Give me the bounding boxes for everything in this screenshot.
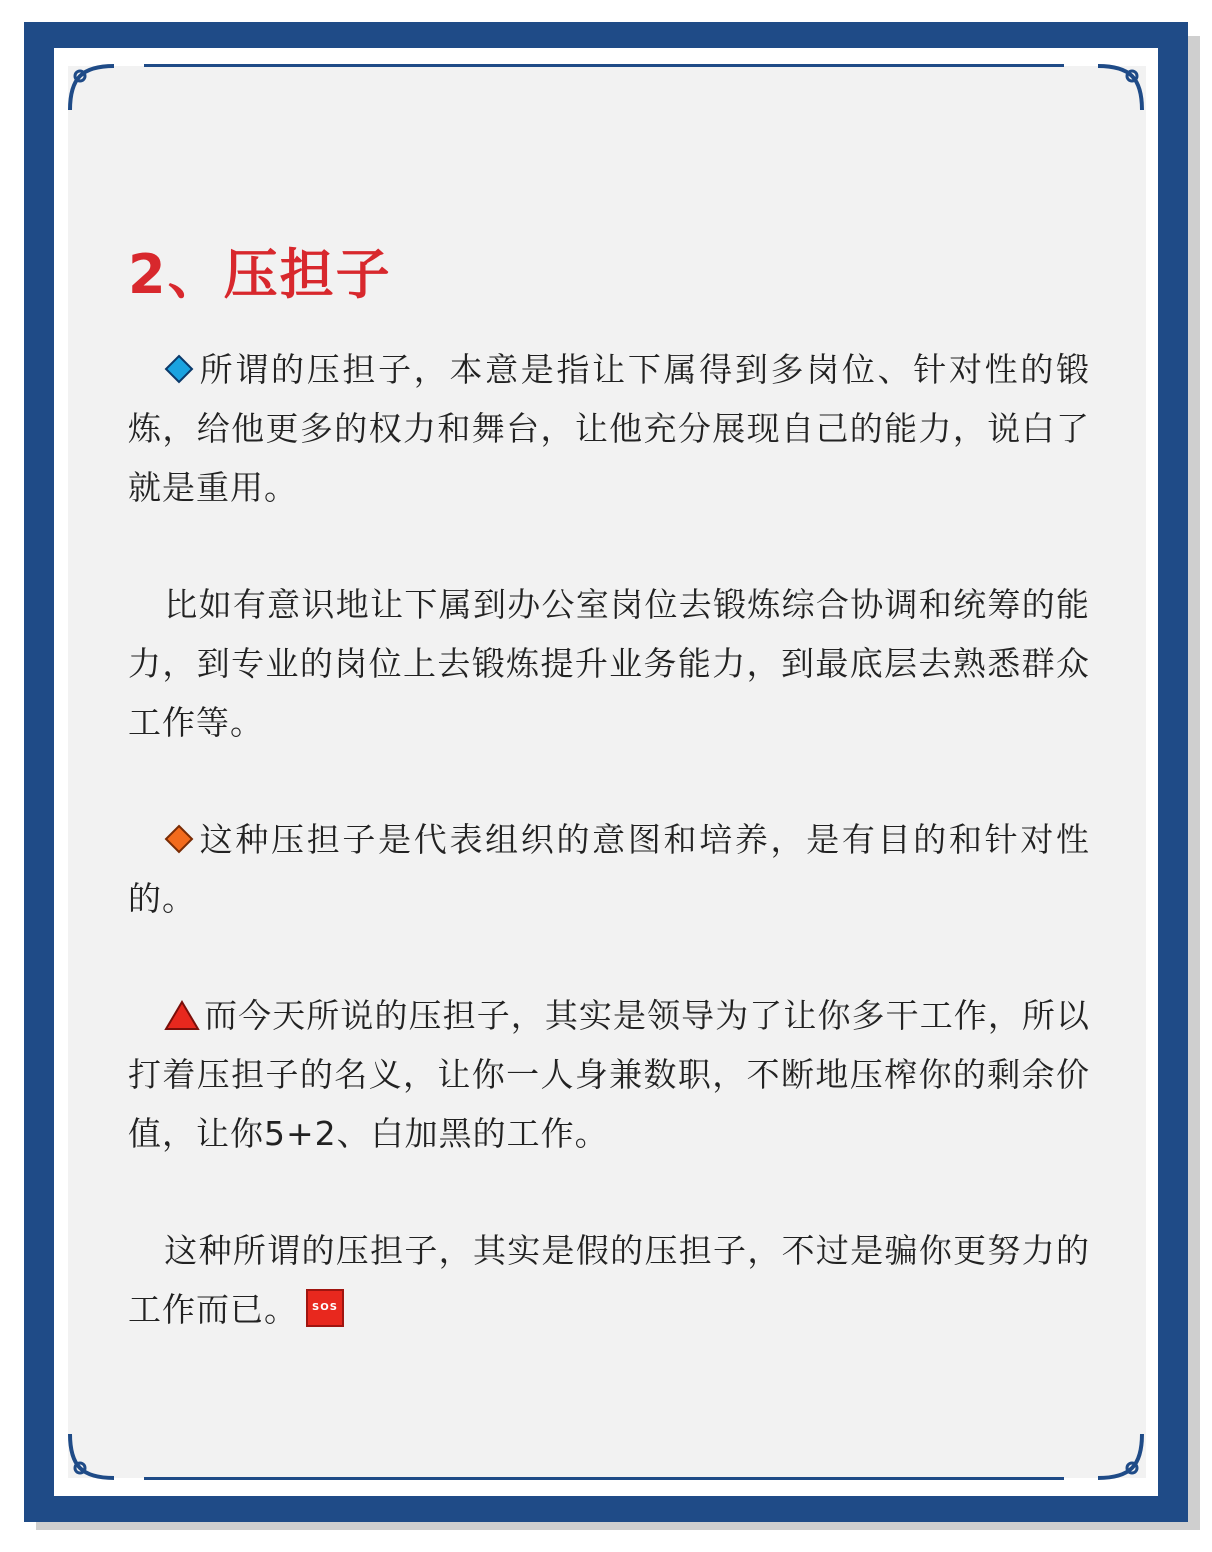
bottom-decor-line [144, 1477, 1064, 1480]
section-title: 2、压担子 [128, 243, 392, 306]
corner-ornament-icon [1090, 58, 1150, 118]
paragraph-5 [128, 1221, 1090, 1339]
paragraph-5-text: 这种所谓的压担子，其实是假的压担子，不过是骗你更努力的工作而已。 [128, 1231, 1090, 1329]
blue-diamond-icon [164, 354, 194, 384]
paragraph-2-text: 比如有意识地让下属到办公室岗位去锻炼综合协调和统筹的能力，到专业的岗位上去锻炼提升业务能力，到最底层去熟悉群众工作等。 [128, 585, 1090, 742]
paragraph-2 [128, 575, 1090, 752]
paragraph-4-text: 而今天所说的压担子，其实是领导为了让你多干工作，所以打着压担子的名义，让你一人身兼数职，不断地压榨你的剩余价值，让你5+2、白加黑的工作。 [128, 996, 1090, 1153]
paragraph-1-text: 所谓的压担子，本意是指让下属得到多岗位、针对性的锻炼，给他更多的权力和舞台，让他充分展现自己的能力，说白了就是重用。 [128, 350, 1090, 507]
paragraph-4 [128, 986, 1090, 1163]
paragraph-1 [128, 340, 1090, 517]
orange-diamond-icon [164, 824, 194, 854]
paragraph-3 [128, 810, 1090, 928]
corner-ornament-icon [1090, 1426, 1150, 1486]
corner-ornament-icon [62, 1426, 122, 1486]
corner-ornament-icon [62, 58, 122, 118]
red-triangle-icon [164, 999, 200, 1031]
article-body [128, 340, 1090, 1397]
top-decor-line [144, 64, 1064, 67]
paragraph-3-text: 这种压担子是代表组织的意图和培养，是有目的和针对性的。 [128, 820, 1090, 918]
outer-frame [24, 22, 1188, 1522]
sos-badge-icon: SOS [306, 1289, 344, 1327]
